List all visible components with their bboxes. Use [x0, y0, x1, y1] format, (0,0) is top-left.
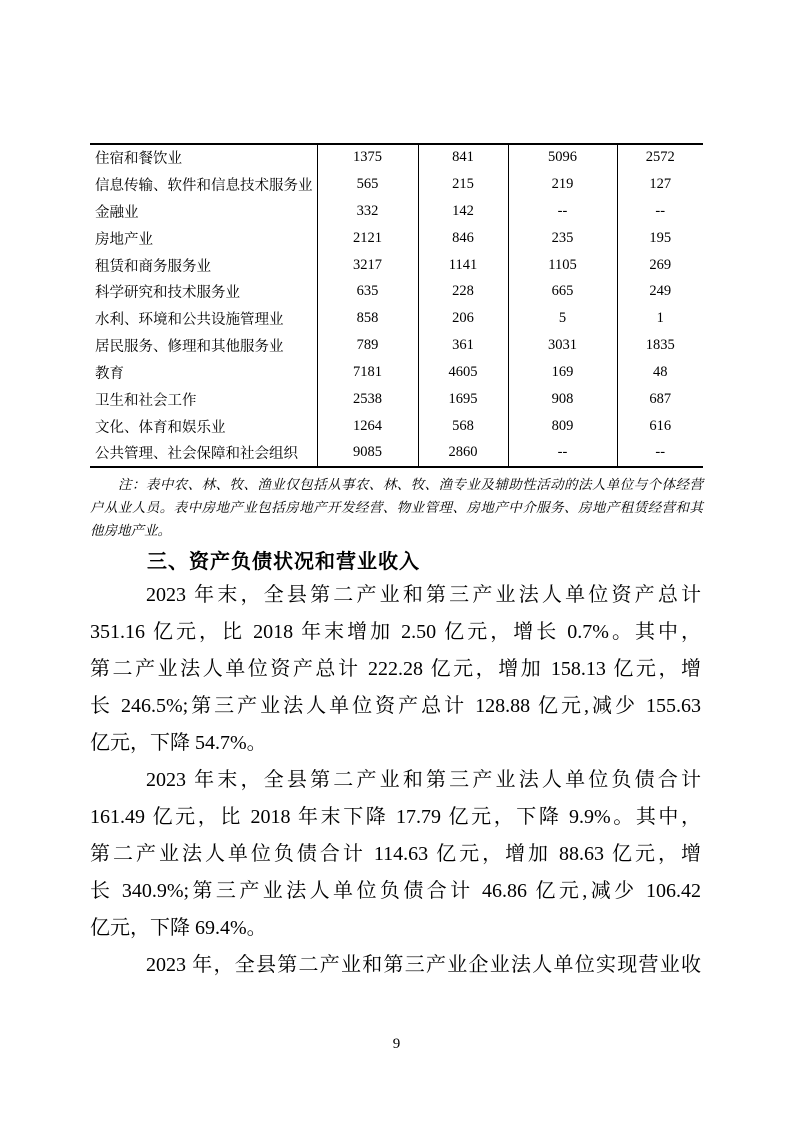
- value-cell: 1: [617, 305, 703, 332]
- text-line: 第二产业法人单位资产总计 222.28 亿元，增加 158.13 亿元，增: [90, 658, 701, 680]
- industry-label: 房地产业: [95, 231, 153, 248]
- table-row: [90, 386, 703, 413]
- value-cell: 568: [418, 413, 508, 440]
- industry-label: 信息传输、软件和信息技术服务业: [95, 177, 313, 194]
- value-cell: 2860: [418, 440, 508, 467]
- value-cell: 48: [617, 359, 703, 386]
- text-line: 长 340.9%;第三产业法人单位负债合计 46.86 亿元,减少 106.42: [90, 880, 701, 902]
- value-cell: 3031: [508, 332, 617, 359]
- value-cell: --: [617, 198, 703, 225]
- value-cell: 1141: [418, 252, 508, 279]
- text-line: 亿元，下降 69.4%。: [90, 917, 267, 939]
- value-cell: 169: [508, 359, 617, 386]
- value-cell: 789: [317, 332, 418, 359]
- table-row: [90, 359, 703, 386]
- value-cell: --: [617, 440, 703, 467]
- table-row: [90, 278, 703, 305]
- value-cell: 332: [317, 198, 418, 225]
- text-line: 2023 年末，全县第二产业和第三产业法人单位资产总计: [146, 584, 701, 606]
- value-cell: 142: [418, 198, 508, 225]
- value-cell: 269: [617, 252, 703, 279]
- value-cell: 9085: [317, 440, 418, 467]
- industry-label: 教育: [95, 366, 124, 383]
- text-line: 第二产业法人单位负债合计 114.63 亿元，增加 88.63 亿元，增: [90, 843, 701, 865]
- table-row: [90, 144, 703, 171]
- value-cell: 249: [617, 278, 703, 305]
- value-cell: 565: [317, 171, 418, 198]
- table-note: [90, 473, 703, 542]
- paragraph: [90, 947, 701, 984]
- page-number: 9: [392, 1036, 401, 1052]
- industry-label: 住宿和餐饮业: [95, 151, 182, 168]
- text-line: 2023 年，全县第二产业和第三产业企业法人单位实现营业收: [146, 954, 701, 976]
- value-cell: 2572: [617, 144, 703, 171]
- value-cell: 1835: [617, 332, 703, 359]
- text-line: 他房地产业。: [90, 523, 171, 538]
- value-cell: 206: [418, 305, 508, 332]
- value-cell: 1375: [317, 144, 418, 171]
- value-cell: 219: [508, 171, 617, 198]
- value-cell: 858: [317, 305, 418, 332]
- table-row: [90, 440, 703, 467]
- value-cell: 235: [508, 225, 617, 252]
- industry-units-table: [90, 143, 703, 468]
- section-heading: 三、资产负债状况和营业收入: [147, 551, 420, 573]
- value-cell: 228: [418, 278, 508, 305]
- table-row: [90, 305, 703, 332]
- value-cell: 841: [418, 144, 508, 171]
- table-row: [90, 225, 703, 252]
- text-line: 亿元，下降 54.7%。: [90, 732, 267, 754]
- industry-label: 水利、环境和公共设施管理业: [95, 312, 284, 329]
- industry-label: 科学研究和技术服务业: [95, 285, 240, 302]
- industry-table-body: [90, 144, 703, 467]
- value-cell: 5096: [508, 144, 617, 171]
- value-cell: 361: [418, 332, 508, 359]
- table-row: [90, 413, 703, 440]
- value-cell: 809: [508, 413, 617, 440]
- value-cell: 3217: [317, 252, 418, 279]
- industry-label: 公共管理、社会保障和社会组织: [95, 446, 298, 463]
- table-row: [90, 198, 703, 225]
- industry-label: 租赁和商务服务业: [95, 258, 211, 275]
- value-cell: 616: [617, 413, 703, 440]
- table-row: [90, 252, 703, 279]
- text-line: 户从业人员。表中房地产业包括房地产开发经营、物业管理、房地产中介服务、房地产租赁经营和其: [90, 500, 703, 515]
- paragraph: [90, 577, 701, 762]
- value-cell: 5: [508, 305, 617, 332]
- text-line: 351.16 亿元，比 2018 年末增加 2.50 亿元，增长 0.7%。其中，: [90, 621, 701, 643]
- value-cell: 1264: [317, 413, 418, 440]
- value-cell: --: [508, 198, 617, 225]
- value-cell: 4605: [418, 359, 508, 386]
- value-cell: 687: [617, 386, 703, 413]
- value-cell: 665: [508, 278, 617, 305]
- value-cell: --: [508, 440, 617, 467]
- value-cell: 127: [617, 171, 703, 198]
- text-line: 161.49 亿元，比 2018 年末下降 17.79 亿元，下降 9.9%。其中，: [90, 806, 701, 828]
- table-row: [90, 332, 703, 359]
- value-cell: 2538: [317, 386, 418, 413]
- text-line: 长 246.5%;第三产业法人单位资产总计 128.88 亿元,减少 155.63: [90, 695, 701, 717]
- value-cell: 2121: [317, 225, 418, 252]
- value-cell: 908: [508, 386, 617, 413]
- industry-label: 金融业: [95, 204, 139, 221]
- text-line: 注：表中农、林、牧、渔业仅包括从事农、林、牧、渔专业及辅助性活动的法人单位与个体经营: [118, 477, 703, 492]
- value-cell: 215: [418, 171, 508, 198]
- value-cell: 1695: [418, 386, 508, 413]
- value-cell: 635: [317, 278, 418, 305]
- value-cell: 195: [617, 225, 703, 252]
- industry-label: 文化、体育和娱乐业: [95, 419, 226, 436]
- industry-label: 卫生和社会工作: [95, 392, 197, 409]
- body-text: [90, 577, 701, 984]
- paragraph: [90, 762, 701, 947]
- table-row: [90, 171, 703, 198]
- value-cell: 1105: [508, 252, 617, 279]
- value-cell: 7181: [317, 359, 418, 386]
- value-cell: 846: [418, 225, 508, 252]
- text-line: 2023 年末，全县第二产业和第三产业法人单位负债合计: [146, 769, 701, 791]
- industry-label: 居民服务、修理和其他服务业: [95, 339, 284, 356]
